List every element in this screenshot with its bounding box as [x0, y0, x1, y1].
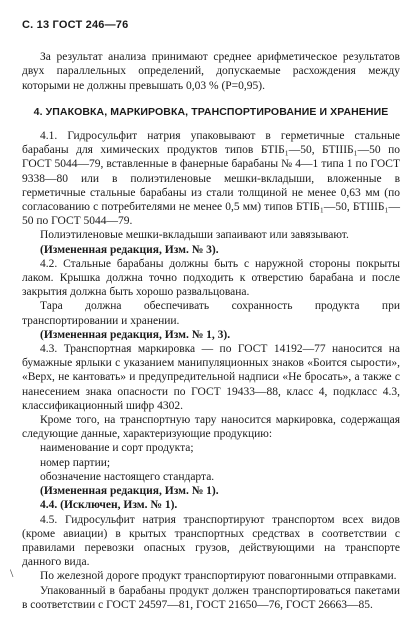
section-title: 4. УПАКОВКА, МАРКИРОВКА, ТРАНСПОРТИРОВАНИЕ И ХРАНЕНИЕ: [33, 105, 389, 118]
list-item: номер партии;: [40, 456, 111, 469]
amendment-note: (Измененная редакция, Изм. № 1, 3).: [40, 328, 231, 341]
paragraph-4-5: 4.5. Гидросульфит натрия транспортируют транспортом всех видов (кроме авиации) в крытых транспортных средствах в соответствии с правилами перевозки опасных грузов, действующими на транспорте данного вида.: [22, 513, 400, 569]
paragraph-marking-data: Кроме того, на транспортную тару наносится маркировка, содержащая следующие данные, характеризующие продукцию:: [22, 414, 400, 441]
amendment-note: (Измененная редакция, Изм. № 3).: [40, 243, 219, 256]
paragraph-4-3: 4.3. Транспортная маркировка — по ГОСТ 14192—77 наносится на бумажные ярлыки с указанием манипуляционных знаков «Боится сырости», «Верх, не кантовать» и предупредительной надписи «Не бросать», а также с нанесением знака опасности по ГОСТ 19433—88, класс 4, подкласс 4.3, классификационный шифр 4302.: [22, 343, 400, 412]
paragraph-liners: Полиэтиленовые мешки-вкладыши запаивают или завязывают.: [40, 229, 349, 242]
paragraph-packages: Упакованный в барабаны продукт должен транспортироваться пакетами в соответствии с ГОСТ 24597—81, ГОСТ 21650—76, ГОСТ 26663—85.: [22, 584, 400, 611]
paragraph-4-4: 4.4. (Исключен, Изм. № 1).: [40, 499, 178, 512]
paragraph-4-1: 4.1. Гидросульфит натрия упаковывают в герметичные стальные барабаны для химических продуктов типов БТIБ₁—50, БТIIIБ₁—50 по ГОСТ 5044—79, вставленные в фанерные барабаны № 4—1 типа 1 по ГОСТ 9338—80 или в полиэтиленовые мешки-вкладыши, вложенные в герметичные стальные барабаны из стали толщиной не менее 0,63 мм (по согласованию с потребителями не менее 0,5 мм) типов БТIБ₁—50, БТIIIБ₁—50 по ГОСТ 5044—79.: [22, 130, 400, 228]
paragraph-tare: Тара должна обеспечивать сохранность продукта при транспортировании и хранении.: [22, 300, 400, 327]
amendment-note: (Измененная редакция, Изм. № 1).: [40, 485, 219, 498]
intro-paragraph: За результат анализа принимают среднее арифметическое результатов двух параллельных определений, допускаемые расхождения между которыми не должны превышать 0,03 % (P=0,95).: [22, 51, 400, 92]
paragraph-4-2: 4.2. Стальные барабаны должны быть с наружной стороны покрыты лаком. Крышка должна точно подходить к отверстию барабана и после закрытия должна быть хорошо развальцована.: [22, 257, 400, 299]
list-item: наименование и сорт продукта;: [40, 442, 194, 455]
list-item: обозначение настоящего стандарта.: [40, 470, 215, 483]
paragraph-railway: По железной дороге продукт транспортируют повагонными отправками.: [40, 570, 397, 583]
margin-mark: \: [10, 566, 14, 580]
page-header: С. 13 ГОСТ 246—76: [22, 19, 129, 31]
